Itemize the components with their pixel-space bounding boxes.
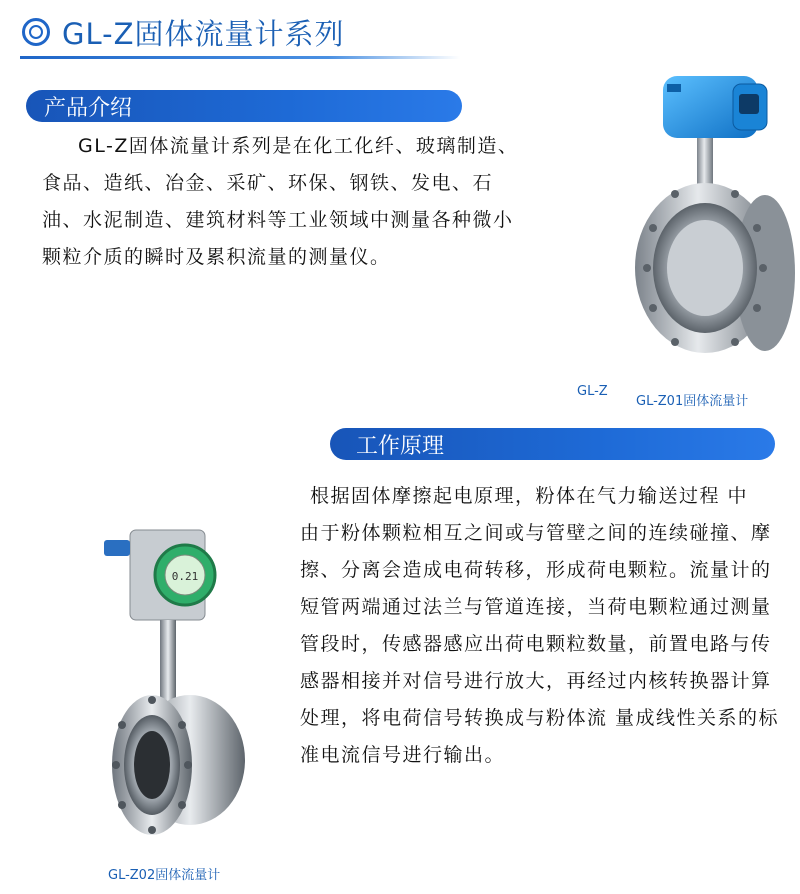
principle-line: 短管两端通过法兰与管道连接，当荷电颗粒通过测量 xyxy=(300,596,772,618)
principle-paragraph xyxy=(300,478,780,774)
product-image-gl-z02 xyxy=(100,520,260,850)
principle-line: 根据固体摩擦起电原理，粉体在气力输送过程 中 xyxy=(310,485,749,507)
page-title: GL-Z固体流量计系列 xyxy=(62,16,345,51)
intro-line: GL-Z固体流量计系列是在化工化纤、玻璃制造、 xyxy=(78,135,519,157)
product-image-gl-z01 xyxy=(615,68,800,378)
principle-line: 感器相接并对信号进行放大，再经过内核转换器计算 xyxy=(300,670,772,692)
intro-line: 颗粒介质的瞬时及累积流量的测量仪。 xyxy=(42,246,391,268)
page-title-row xyxy=(22,10,344,54)
bullet-circle-icon xyxy=(22,18,50,46)
intro-line: 油、水泥制造、建筑材料等工业领域中测量各种微小 xyxy=(42,209,514,231)
intro-line: 食品、造纸、冶金、采矿、环保、钢铁、发电、石 xyxy=(42,172,494,194)
principle-line: 处理，将电荷信号转换成与粉体流 量成线性关系的标 xyxy=(300,707,780,729)
section-heading-intro: 产品介绍 xyxy=(26,90,462,122)
principle-line: 准电流信号进行输出。 xyxy=(300,744,506,766)
title-underline xyxy=(20,56,460,59)
principle-line: 由于粉体颗粒相互之间或与管壁之间的连续碰撞、摩 xyxy=(300,522,772,544)
caption-gl-z: GL-Z xyxy=(577,384,608,399)
principle-line: 擦、分离会造成电荷转移，形成荷电颗粒。流量计的 xyxy=(300,559,772,581)
caption-gl-z01: GL-Z01固体流量计 xyxy=(636,394,749,409)
principle-line: 管段时，传感器感应出荷电颗粒数量，前置电路与传 xyxy=(300,633,772,655)
display-reading: 0.21 xyxy=(171,570,199,583)
caption-gl-z02: GL-Z02固体流量计 xyxy=(108,868,221,883)
intro-paragraph xyxy=(42,128,582,276)
section-heading-principle: 工作原理 xyxy=(330,428,775,460)
